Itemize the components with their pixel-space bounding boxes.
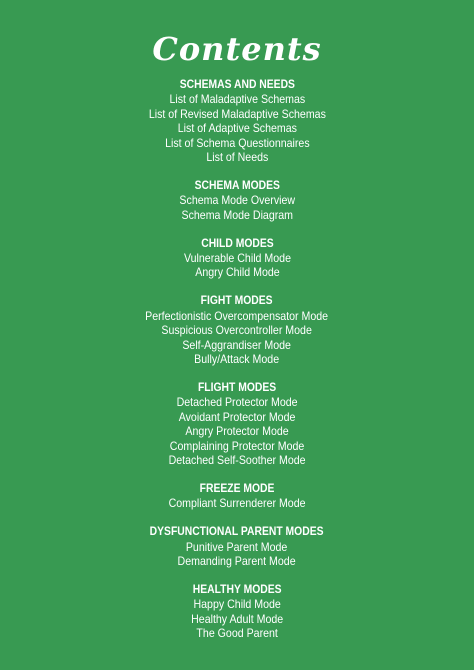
section-freeze-mode xyxy=(161,482,313,511)
section-heading: DYSFUNCTIONAL PARENT MODES xyxy=(150,526,324,539)
toc-item-detached-protector-mode[interactable]: Detached Protector Mode xyxy=(176,395,298,410)
toc-item-happy-child-mode[interactable]: Happy Child Mode xyxy=(193,597,281,612)
toc-item-schema-mode-diagram[interactable]: Schema Mode Diagram xyxy=(181,207,293,222)
toc-item-complaining-protector-mode[interactable]: Complaining Protector Mode xyxy=(169,438,305,453)
toc-item-compliant-surrenderer-mode[interactable]: Compliant Surrenderer Mode xyxy=(168,496,306,511)
toc-item-punitive-parent-mode[interactable]: Punitive Parent Mode xyxy=(186,539,288,554)
toc-item-schema-mode-overview[interactable]: Schema Mode Overview xyxy=(179,193,295,208)
section-heading: FLIGHT MODES xyxy=(197,381,277,394)
toc-item-list-of-maladaptive-schemas[interactable]: List of Maladaptive Schemas xyxy=(169,92,305,107)
section-healthy-modes xyxy=(186,583,288,641)
toc-item-healthy-adult-mode[interactable]: Healthy Adult Mode xyxy=(190,611,284,626)
toc-item-vulnerable-child-mode[interactable]: Vulnerable Child Mode xyxy=(183,251,291,266)
section-schemas-and-needs xyxy=(139,78,336,164)
section-heading: FIGHT MODES xyxy=(201,295,273,308)
section-heading: HEALTHY MODES xyxy=(192,583,282,596)
toc-item-bully-attack-mode[interactable]: Bully/Attack Mode xyxy=(194,352,280,366)
section-fight-modes xyxy=(135,294,338,366)
section-dysfunctional-parent-modes xyxy=(140,525,333,568)
toc-item-avoidant-protector-mode[interactable]: Avoidant Protector Mode xyxy=(178,409,296,424)
toc-item-list-of-revised-maladaptive-schemas[interactable]: List of Revised Maladaptive Schemas xyxy=(148,106,326,121)
section-heading: CHILD MODES xyxy=(200,237,274,250)
toc-item-list-of-adaptive-schemas[interactable]: List of Adaptive Schemas xyxy=(177,121,297,136)
toc-item-angry-protector-mode[interactable]: Angry Protector Mode xyxy=(185,424,289,439)
section-heading: SCHEMA MODES xyxy=(194,179,280,192)
section-heading: SCHEMAS AND NEEDS xyxy=(179,79,295,91)
toc-item-list-of-schema-questionnaires[interactable]: List of Schema Questionnaires xyxy=(164,135,310,150)
page-title: Contents xyxy=(152,30,322,68)
section-child-modes xyxy=(178,237,297,280)
toc-item-perfectionistic-overcompensator-mode[interactable]: Perfectionistic Overcompensator Mode xyxy=(145,308,329,323)
toc-item-list-of-needs[interactable]: List of Needs xyxy=(206,150,268,165)
toc-item-demanding-parent-mode[interactable]: Demanding Parent Mode xyxy=(177,553,297,568)
section-heading: FREEZE MODE xyxy=(199,482,275,495)
table-of-contents xyxy=(0,78,474,655)
section-schema-modes xyxy=(173,179,302,222)
section-flight-modes xyxy=(161,381,313,467)
toc-item-angry-child-mode[interactable]: Angry Child Mode xyxy=(194,265,280,280)
toc-item-detached-self-soother-mode[interactable]: Detached Self-Soother Mode xyxy=(168,452,306,467)
toc-item-self-aggrandiser-mode[interactable]: Self-Aggrandiser Mode xyxy=(182,337,292,352)
toc-item-suspicious-overcontroller-mode[interactable]: Suspicious Overcontroller Mode xyxy=(161,323,313,338)
toc-item-the-good-parent[interactable]: The Good Parent xyxy=(196,626,278,641)
